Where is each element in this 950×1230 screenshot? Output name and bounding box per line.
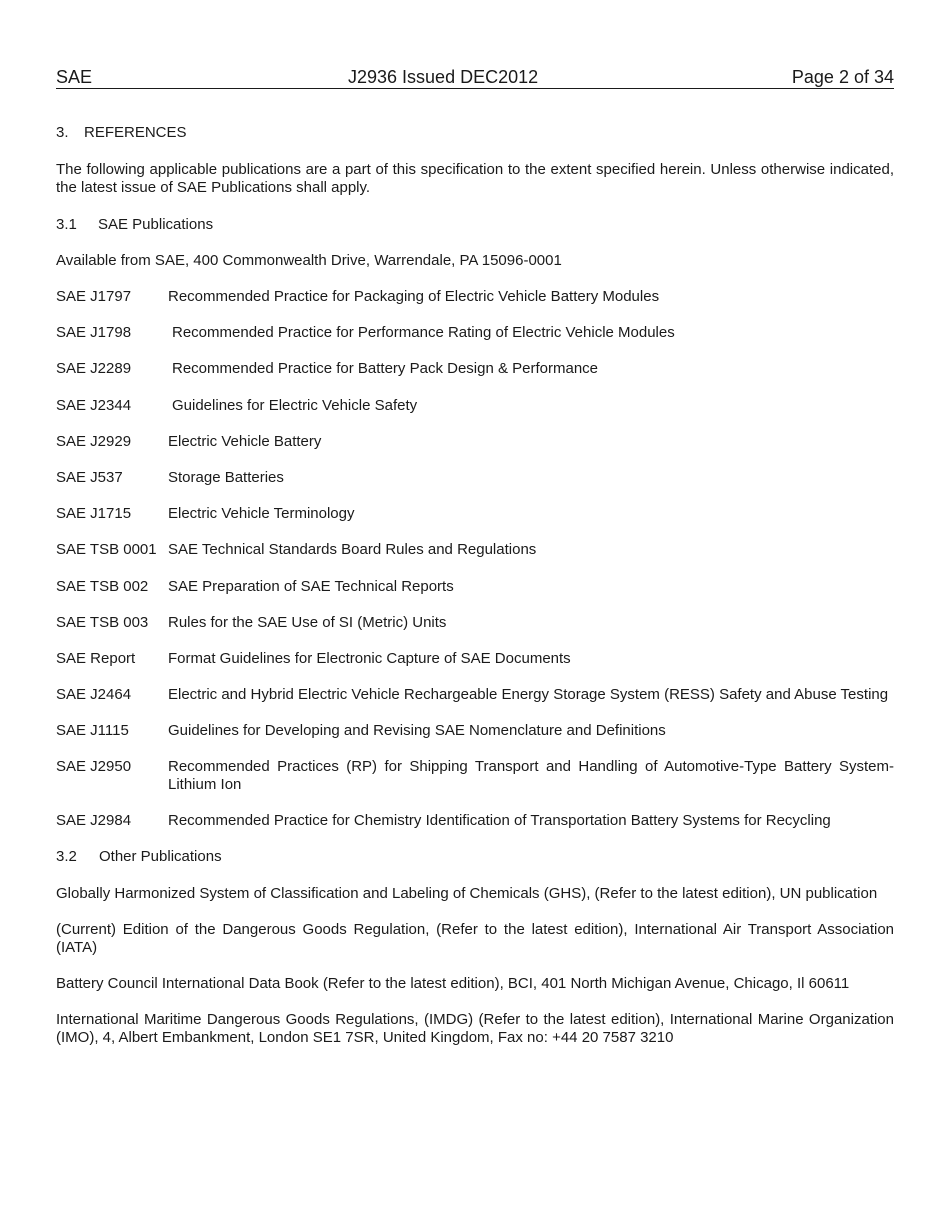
reference-item [56, 360, 894, 378]
reference-title: Recommended Practice for Packaging of Electric Vehicle Battery Modules [168, 288, 660, 305]
reference-title: SAE Preparation of SAE Technical Reports [168, 578, 454, 595]
reference-code: SAE J2950 [56, 758, 132, 775]
sae-availability-note: Available from SAE, 400 Commonwealth Drive, Warrendale, PA 15096-0001 [56, 252, 562, 269]
reference-code: SAE J1798 [56, 324, 132, 341]
header-doc-id: J2936 Issued DEC2012 [348, 67, 539, 87]
other-publication-item: (Current) Edition of the Dangerous Goods Regulation, (Refer to the latest edition), International Air Transport Association (IATA) [56, 921, 894, 956]
section-3-1-title: SAE Publications [98, 216, 214, 233]
reference-title: Rules for the SAE Use of SI (Metric) Units [168, 614, 447, 631]
reference-title: Electric and Hybrid Electric Vehicle Rechargeable Energy Storage System (RESS) Safety and Abuse Testing [168, 686, 889, 703]
reference-code: SAE J2984 [56, 812, 132, 829]
page-header [56, 66, 894, 89]
reference-code: SAE J1797 [56, 288, 132, 305]
reference-item [56, 505, 894, 523]
section-3-heading [56, 124, 894, 142]
header-org: SAE [56, 67, 93, 87]
other-publication-item: Globally Harmonized System of Classification and Labeling of Chemicals (GHS), (Refer to the latest edition), UN publication [56, 885, 878, 902]
header-page-number: Page 2 of 34 [791, 67, 894, 87]
section-3-2-title: Other Publications [99, 848, 222, 865]
reference-title: Storage Batteries [168, 469, 284, 486]
reference-item [56, 650, 894, 668]
reference-code: SAE J1715 [56, 505, 132, 522]
section-3-title: REFERENCES [84, 124, 187, 141]
reference-item [56, 397, 894, 415]
reference-code: SAE TSB 0001 [56, 541, 157, 558]
reference-code: SAE J2929 [56, 433, 132, 450]
reference-title: Guidelines for Electric Vehicle Safety [172, 397, 418, 414]
document-body [56, 124, 894, 1047]
reference-code: SAE J537 [56, 469, 123, 486]
reference-item [56, 541, 894, 559]
section-3-2-number: 3.2 [56, 848, 77, 865]
reference-item [56, 578, 894, 596]
reference-code: SAE Report [56, 650, 136, 667]
reference-code: SAE J2289 [56, 360, 132, 377]
reference-title: Electric Vehicle Battery [168, 433, 322, 450]
reference-title: Recommended Practice for Battery Pack Design & Performance [172, 360, 599, 377]
reference-item [56, 812, 894, 830]
reference-title: SAE Technical Standards Board Rules and Regulations [168, 541, 537, 558]
section-3-2-heading [56, 848, 894, 866]
section-3-intro: The following applicable publications are a part of this specification to the extent specified herein. Unless otherwise indicated, the latest issue of SAE Publications shall apply. [56, 161, 894, 196]
other-publication-item: Battery Council International Data Book (Refer to the latest edition), BCI, 401 North Michigan Avenue, Chicago, Il 60611 [56, 975, 850, 992]
reference-title: Recommended Practice for Performance Rating of Electric Vehicle Modules [172, 324, 675, 341]
reference-item [56, 433, 894, 451]
section-3-1-heading [56, 216, 894, 234]
reference-item [56, 324, 894, 342]
reference-item [56, 288, 894, 306]
reference-code: SAE J1115 [56, 722, 129, 739]
reference-title: Format Guidelines for Electronic Capture of SAE Documents [168, 650, 571, 667]
reference-title: Recommended Practices (RP) for Shipping Transport and Handling of Automotive-Type Battery System- Lithium Ion [168, 758, 894, 793]
reference-item [56, 722, 894, 740]
reference-code: SAE J2464 [56, 686, 132, 703]
reference-item [56, 686, 894, 704]
section-3-number: 3. [56, 124, 69, 141]
other-publication-item: International Maritime Dangerous Goods Regulations, (IMDG) (Refer to the latest edition), International Marine Organization (IMO), 4, Albert Embankment, London SE1 7SR, United Kingdom, Fax no: +44 20 7587 3210 [56, 1011, 894, 1046]
reference-code: SAE J2344 [56, 397, 132, 414]
reference-title: Electric Vehicle Terminology [168, 505, 355, 522]
reference-title: Guidelines for Developing and Revising SAE Nomenclature and Definitions [168, 722, 666, 739]
reference-code: SAE TSB 003 [56, 614, 149, 631]
reference-item [56, 758, 894, 794]
reference-item [56, 469, 894, 487]
section-3-1-number: 3.1 [56, 216, 77, 233]
reference-item [56, 614, 894, 632]
reference-title: Recommended Practice for Chemistry Identification of Transportation Battery Systems for Recycling [168, 812, 831, 829]
reference-code: SAE TSB 002 [56, 578, 149, 595]
